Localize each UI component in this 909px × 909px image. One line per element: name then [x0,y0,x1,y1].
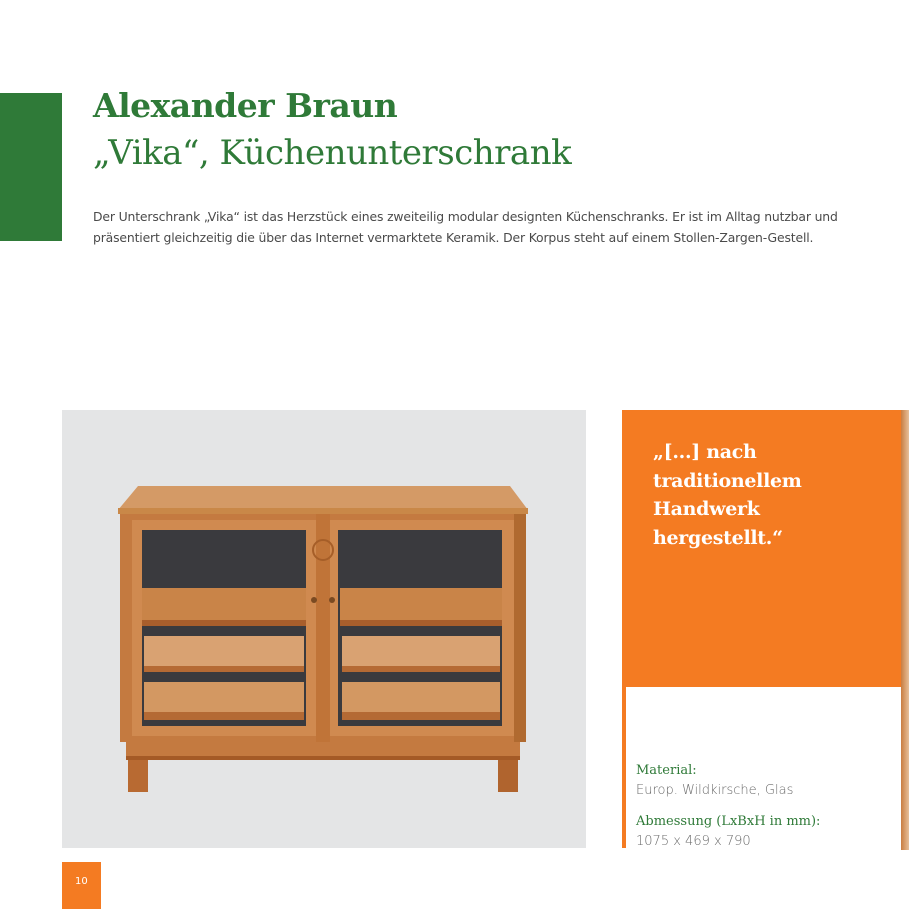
product-photo [62,410,586,848]
product-description: Der Unterschrank „Vika“ ist das Herzstück eines zweiteilig modular designten Küchenschranks. Er ist im Alltag nutzbar und präsentiert gleichzeitig die über das Internet vermarktete Keramik. Der Korpus steht auf einem Stollen-Zargen-Gestell. [93,209,838,245]
green-accent-bar [0,93,62,241]
dimension-label: Abmessung (LxBxH in mm): [636,814,821,829]
spec-list [636,761,896,852]
page-number: 10 [75,876,88,887]
cabinet-illustration [62,410,586,848]
image-edge [901,410,909,850]
material-value: Europ. Wildkirsche, Glas [636,783,794,798]
quote-text: „[...] nach traditionellem Handwerk hergestellt.“ [653,441,802,549]
material-label: Material: [636,763,697,778]
product-title: „Vika“, Küchenunterschrank [93,133,572,173]
author-name: Alexander Braun [93,86,398,125]
orange-side-rule [622,687,626,848]
dimension-value: 1075 x 469 x 790 [636,834,751,849]
